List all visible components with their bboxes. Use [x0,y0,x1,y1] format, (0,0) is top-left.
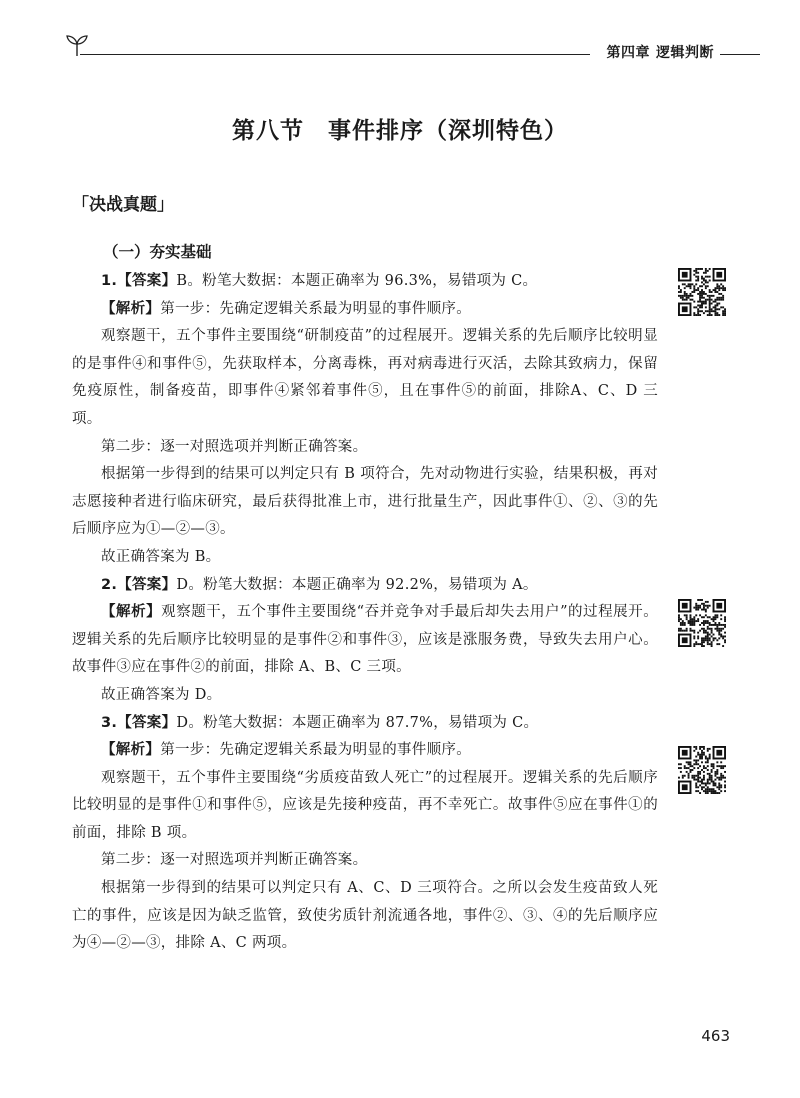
answer-body [72,268,658,958]
paragraph-text: 观察题干，五个事件主要围绕“研制疫苗”的过程展开。逻辑关系的先后顺序比较明显的是事件④和事件⑤，先获取样本，分离毒株，再对病毒进行灭活，去除其致病力，保留免疫原性，制备疫苗，即事件④紧邻着事件⑤，且在事件⑤的前面，排除A、C、D 三项。 [72,328,658,427]
page-number: 463 [701,1027,730,1045]
paragraph [72,765,658,848]
paragraph [72,737,658,765]
paragraph-text: 第二步：逐一对照选项并判断正确答案。 [101,852,368,869]
paragraph [72,572,658,600]
paragraph-text: D。粉笔大数据：本题正确率为 87.7%，易错项为 C。 [176,714,539,731]
paragraph-text: D。粉笔大数据：本题正确率为 92.2%，易错项为 A。 [176,576,538,593]
paragraph-text: 故正确答案为 B。 [101,548,221,565]
header-chapter: 第四章 [606,45,650,61]
qr-code-icon[interactable] [678,746,726,794]
paragraph-text: 观察题干，五个事件主要围绕“吞并竞争对手最后却失去用户”的过程展开。逻辑关系的先后顺序比较明显的是事件②和事件③，应该是涨服务费，导致失去用户心。故事件③应在事件②的前面，排除 A、B、C 三项。 [72,604,658,676]
paragraph [72,710,658,738]
paragraph [72,875,658,958]
paragraph-text: 观察题干，五个事件主要围绕“劣质疫苗致人死亡”的过程展开。逻辑关系的先后顺序比较明显的是事件①和事件⑤，应该是先接种疫苗，再不幸死亡。故事件⑤应在事件①的前面，排除 B 项。 [72,769,658,841]
sub-heading: （一）夯实基础 [103,243,212,261]
paragraph [72,323,658,433]
paragraph-text: 第一步：先确定逻辑关系最为明显的事件顺序。 [160,300,472,317]
qr-code-icon[interactable] [678,599,726,647]
answer-tag: 1.【答案】 [101,273,177,289]
section-heading: 「决战真题」 [72,195,174,215]
analysis-tag: 【解析】 [101,742,161,759]
paragraph [72,268,658,296]
answer-tag: 3.【答案】 [101,714,177,731]
paragraph [72,847,658,875]
header-rule-right [720,54,760,55]
paragraph [72,434,658,462]
running-header [60,30,760,70]
header-rule [80,54,590,55]
paragraph-text: 根据第一步得到的结果可以判定只有 A、C、D 三项符合。之所以会发生疫苗致人死亡的事件，应该是因为缺乏监管，致使劣质针剂流通各地，事件②、③、④的先后顺序应为④—②—③，排除 A、C 两项。 [72,880,658,952]
paragraph-text: 故正确答案为 D。 [101,686,222,703]
answer-tag: 2.【答案】 [101,576,177,593]
paragraph-text: 第二步：逐一对照选项并判断正确答案。 [101,438,368,455]
paragraph-text: 根据第一步得到的结果可以判定只有 B 项符合，先对动物进行实验，结果积极，再对志愿接种者进行临床研究，最后获得批准上市，进行批量生产，因此事件①、②、③的先后顺序应为①—②—③。 [72,466,658,538]
paragraph [72,296,658,324]
paragraph [72,682,658,710]
section-title: 第八节 事件排序（深圳特色） [232,118,568,144]
paragraph-text: B。粉笔大数据：本题正确率为 96.3%，易错项为 C。 [176,273,538,289]
paragraph-text: 第一步：先确定逻辑关系最为明显的事件顺序。 [160,742,472,759]
qr-code-icon[interactable] [678,268,726,316]
analysis-tag: 【解析】 [101,604,162,621]
header-topic: 逻辑判断 [656,45,714,61]
analysis-tag: 【解析】 [101,300,161,317]
paragraph [72,544,658,572]
paragraph [72,461,658,544]
paragraph [72,599,658,682]
